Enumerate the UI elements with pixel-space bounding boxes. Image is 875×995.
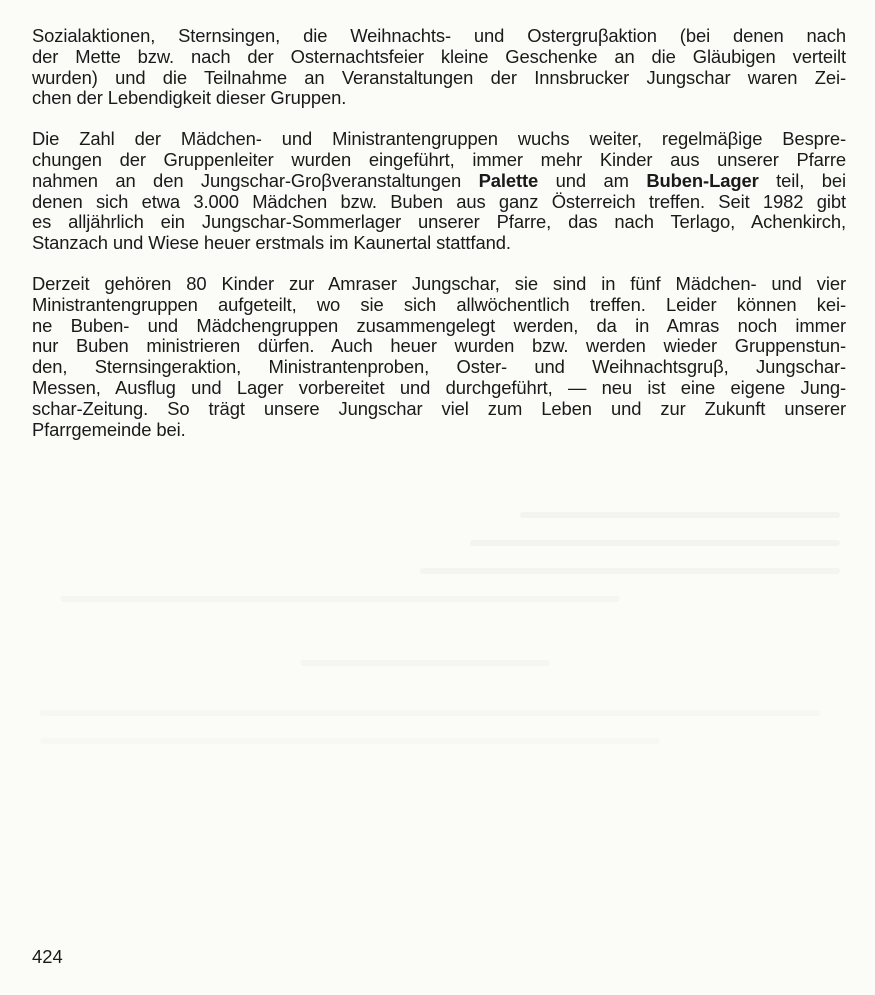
paragraph bbox=[32, 129, 846, 254]
bleed-through-mark bbox=[60, 596, 620, 602]
bleed-through-mark bbox=[300, 660, 550, 666]
bleed-through-mark bbox=[40, 738, 660, 744]
text-line bbox=[32, 47, 846, 68]
text-run: nahmen an den Jungschar-Groβveranstaltungen bbox=[32, 169, 479, 191]
text-line bbox=[32, 150, 846, 171]
text-line bbox=[32, 129, 846, 150]
text-line bbox=[32, 212, 846, 233]
text-run: und am bbox=[538, 169, 647, 191]
text-line bbox=[32, 316, 846, 337]
bold-term: Buben-Lager bbox=[646, 169, 759, 191]
text-run: wurden) und die Teilnahme an Veranstaltungen der Innsbrucker Jungschar waren Zei- bbox=[32, 66, 846, 88]
text-line bbox=[32, 420, 846, 441]
document-body bbox=[32, 26, 846, 460]
bleed-through-mark bbox=[470, 540, 840, 546]
bleed-through-mark bbox=[40, 710, 820, 716]
text-run: denen sich etwa 3.000 Mädchen bzw. Buben aus ganz Österreich treffen. Seit 1982 gibt bbox=[32, 190, 846, 212]
text-line bbox=[32, 26, 846, 47]
bold-term: Palette bbox=[478, 169, 539, 191]
text-run: chungen der Gruppenleiter wurden eingeführt, immer mehr Kinder aus unserer Pfarre bbox=[32, 148, 846, 170]
text-run: Die Zahl der Mädchen- und Ministrantengruppen wuchs weiter, regelmäβige Bespre- bbox=[32, 128, 846, 150]
text-line bbox=[32, 88, 846, 109]
text-line bbox=[32, 336, 846, 357]
text-line bbox=[32, 192, 846, 213]
bleed-through-mark bbox=[420, 568, 840, 574]
paragraph bbox=[32, 26, 846, 109]
text-line bbox=[32, 68, 846, 89]
text-run: Derzeit gehören 80 Kinder zur Amraser Jungschar, sie sind in fünf Mädchen- und vier bbox=[32, 272, 846, 294]
text-run: nur Buben ministrieren dürfen. Auch heuer wurden bzw. werden wieder Gruppenstun- bbox=[32, 335, 846, 357]
text-line bbox=[32, 233, 846, 254]
text-run: Stanzach und Wiese heuer erstmals im Kaunertal stattfand. bbox=[32, 232, 511, 254]
page-number: 424 bbox=[32, 946, 63, 967]
paragraph bbox=[32, 274, 846, 440]
text-run: Pfarrgemeinde bei. bbox=[32, 418, 186, 440]
bleed-through-mark bbox=[520, 512, 840, 518]
text-run: es alljährlich ein Jungschar-Sommerlager unserer Pfarre, das nach Terlago, Achenkirch, bbox=[32, 211, 846, 233]
text-run: chen der Lebendigkeit dieser Gruppen. bbox=[32, 87, 347, 109]
text-run: teil, bei bbox=[758, 169, 846, 191]
text-run: ne Buben- und Mädchengruppen zusammengelegt werden, da in Amras noch immer bbox=[32, 314, 846, 336]
text-run: Ministrantengruppen aufgeteilt, wo sie sich allwöchentlich treffen. Leider können kei- bbox=[32, 293, 846, 315]
text-line bbox=[32, 357, 846, 378]
text-run: Messen, Ausflug und Lager vorbereitet und durchgeführt, — neu ist eine eigene Jung- bbox=[32, 376, 846, 398]
text-line bbox=[32, 171, 846, 192]
text-run: den, Sternsingeraktion, Ministrantenproben, Oster- und Weihnachtsgruβ, Jungschar- bbox=[32, 356, 846, 378]
text-line bbox=[32, 378, 846, 399]
text-line bbox=[32, 295, 846, 316]
text-line bbox=[32, 399, 846, 420]
text-run: der Mette bzw. nach der Osternachtsfeier kleine Geschenke an die Gläubigen verteilt bbox=[32, 45, 846, 67]
text-run: schar-Zeitung. So trägt unsere Jungschar viel zum Leben und zur Zukunft unserer bbox=[32, 397, 846, 419]
text-line bbox=[32, 274, 846, 295]
text-run: Sozialaktionen, Sternsingen, die Weihnachts- und Ostergruβaktion (bei denen nach bbox=[32, 25, 846, 46]
